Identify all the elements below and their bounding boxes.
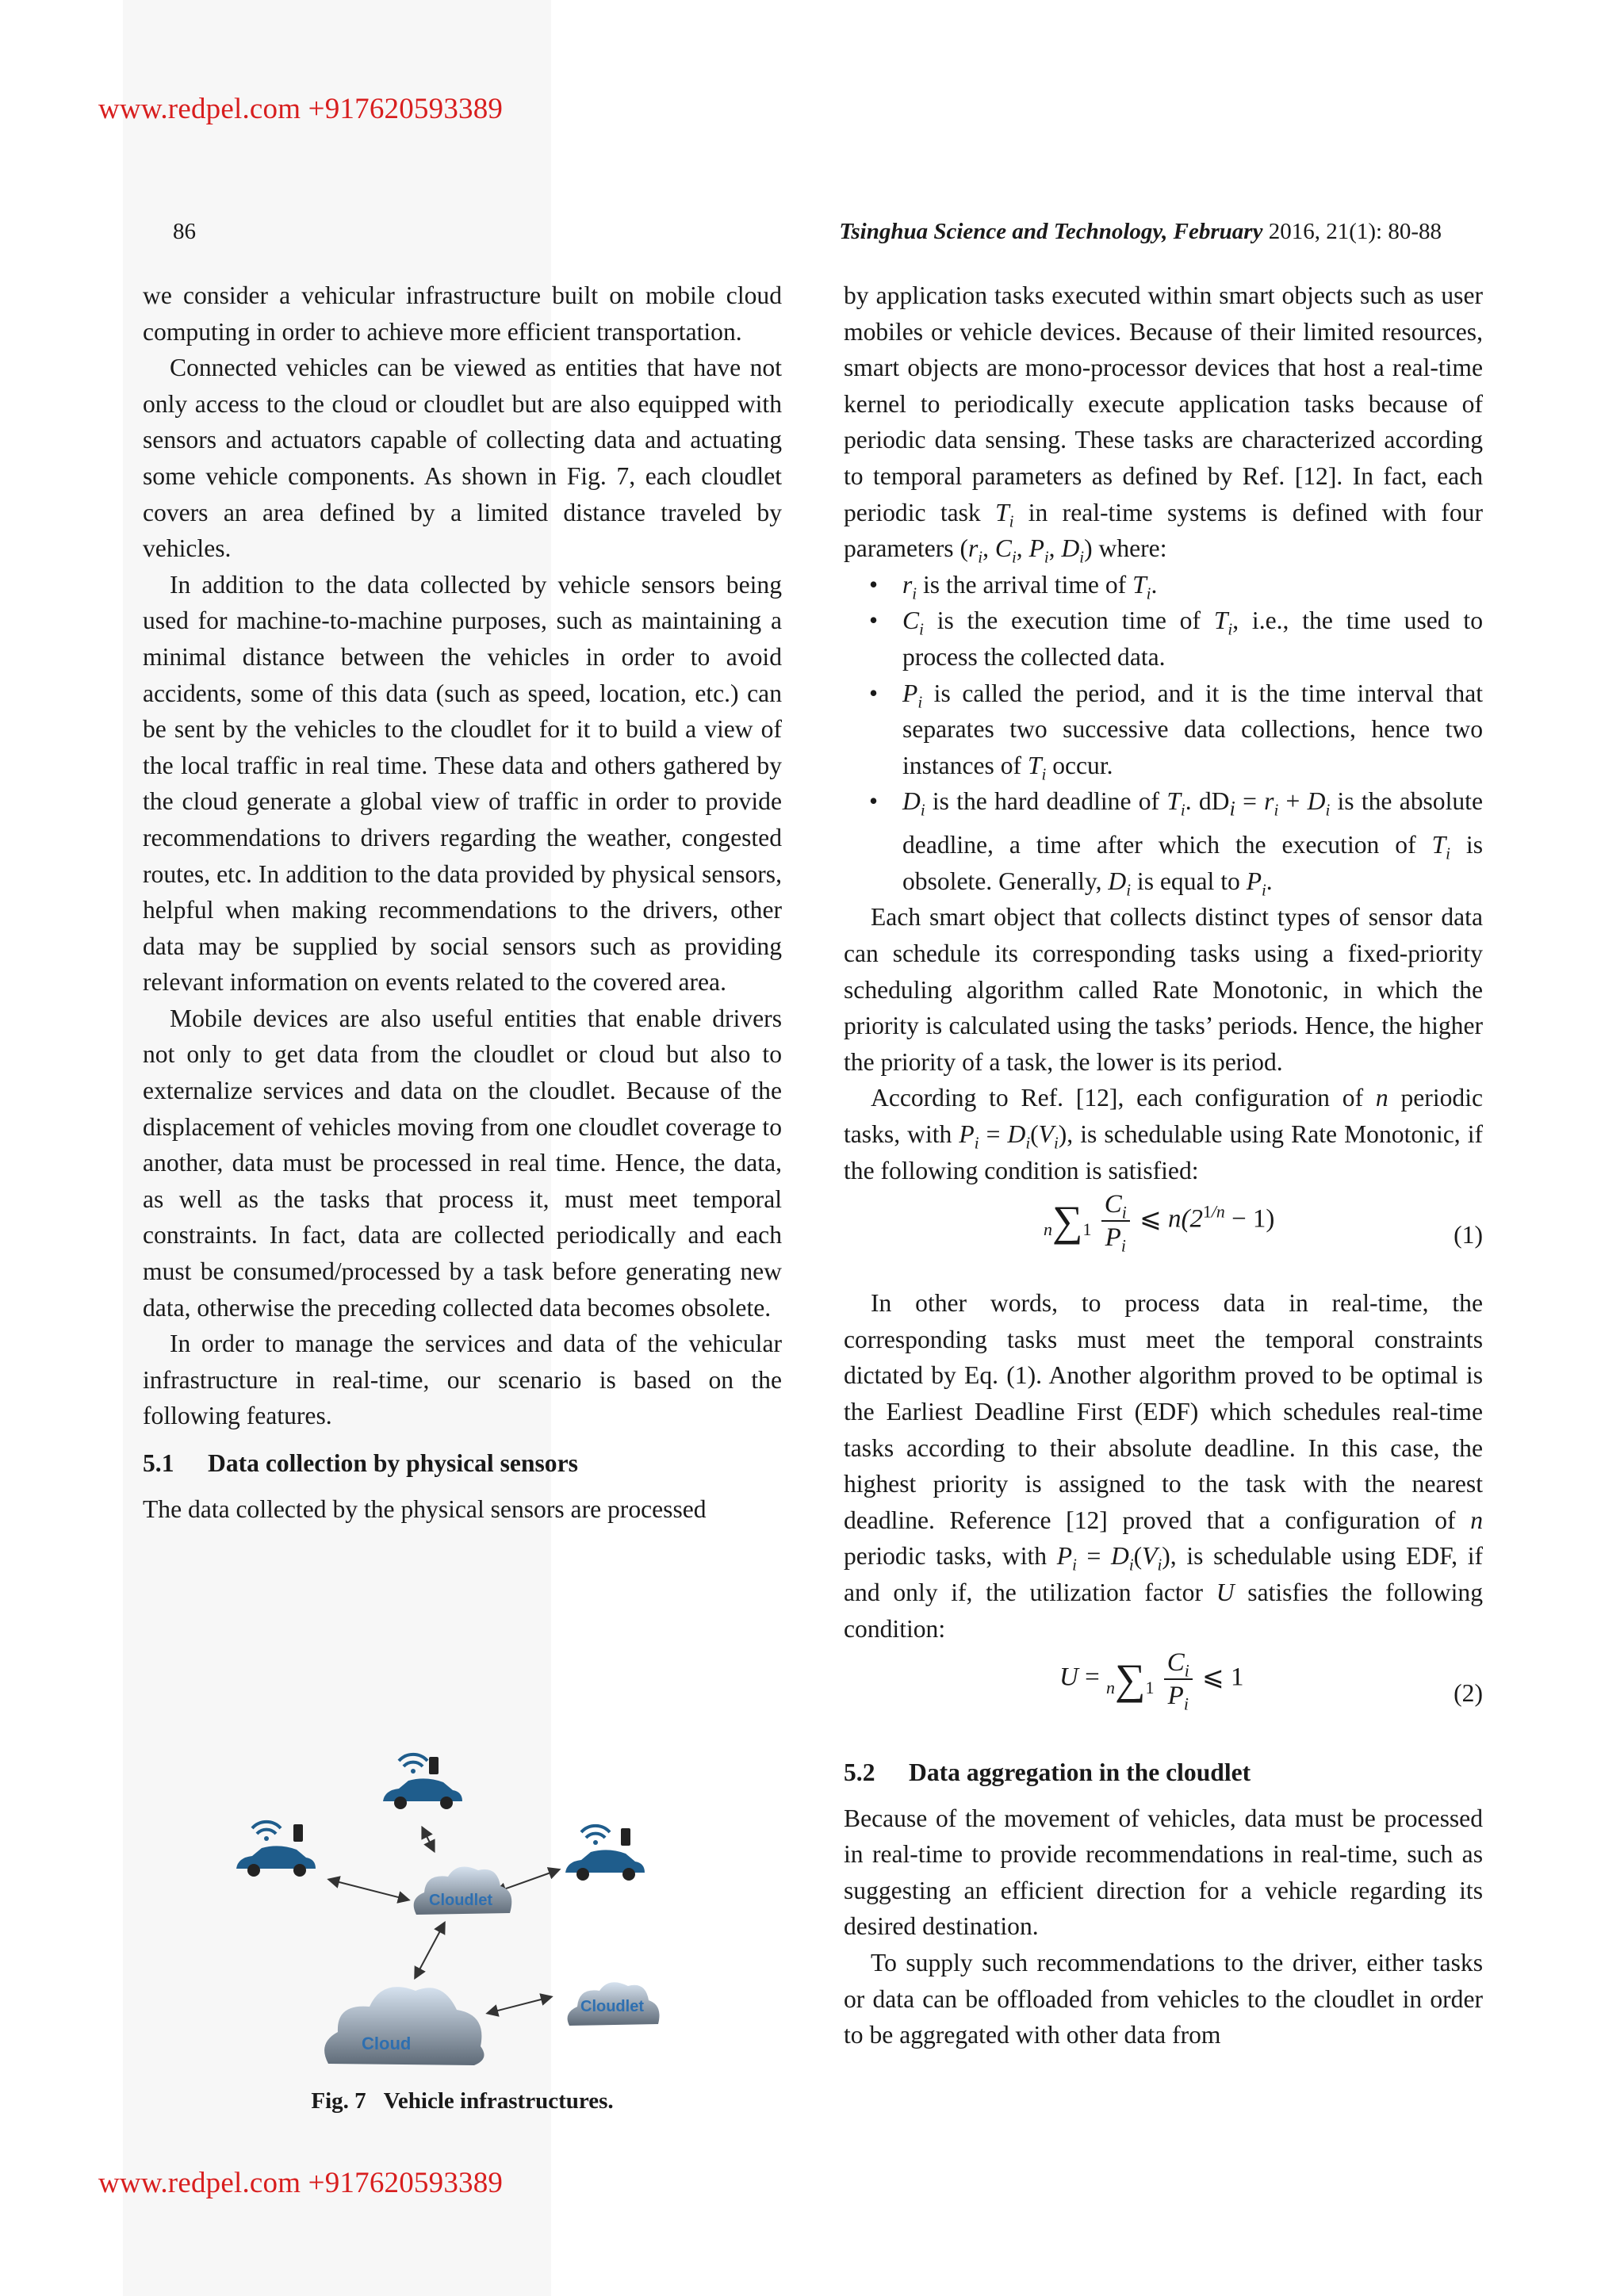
text-run: by application tasks executed within smart objects such as user mobiles or vehicle devices. Because of their limited resources, smart objects are mono-processor devices that host a real-time kernel to periodically execute application tasks because of periodic data sensing. These tasks are characterized according to temporal parameters as defined by Ref. [12]. In fact, each periodic task (844, 281, 1483, 526)
arrow-left-car (333, 1881, 404, 1899)
paragraph: To supply such recommendations to the driver, either tasks or data can be offloaded from vehicles to the cloudlet in order to be aggregated with other data from (844, 1949, 1483, 2049)
section-heading-5-1 (143, 1445, 782, 1482)
text-run: is the hard deadline of (925, 787, 1167, 816)
text-run: , is schedulable using Rate Monotonic, if the following condition is satisfied: (844, 1119, 1484, 1184)
journal-title: Tsinghua Science and Technology, February (839, 219, 1263, 244)
text-run: , i.e., the time used to process the collected data. (902, 607, 1483, 671)
paragraph: In addition to the data collected by vehicle sensors being used for machine-to-machine purposes, such as maintaining a minimal distance between the vehicles in order to avoid accidents, some of this data (such as speed, location, etc.) can be sent by the vehicles to the cloudlet for it to build a view of the local traffic in real time. These data and others gathered by the cloud generate a global view of traffic in order to provide recommendations to drivers regarding the weather, congested routes, etc. In addition to the data provided by physical sensors, helpful when making recommendations to the drivers, other data may be supplied by social sensors such as providing relevant information on events related to the covered area. (143, 570, 782, 997)
cloud-label: Cloud (362, 2034, 412, 2053)
arrow-cloud (417, 1927, 442, 1974)
journal-citation (839, 219, 1442, 245)
wifi-icon (399, 1755, 427, 1774)
section-heading-5-2 (844, 1755, 1483, 1791)
page-number: 86 (173, 219, 196, 244)
left-column (143, 277, 782, 1527)
text-run: periodic tasks, with (844, 1084, 1483, 1148)
cloud-icon (324, 1987, 484, 2065)
list-item: • $P_i$ is called the period, and it is the time interval that separates two successive data collections, hence two instances of $T_i$ occur. (844, 675, 1483, 784)
paragraph: by application tasks executed within smart objects such as user mobiles or vehicle devices. Because of their limited resources, smart objects are mono-processor devices that host a real-time kernel to periodically execute application tasks because of periodic data sensing. These tasks are characterized according to temporal parameters as defined by Ref. [12]. In fact, each periodic task $T_i$ in real-time systems is defined with four parameters ($r_i$, $C_i$, $P_i$, $D_i$) where: (844, 281, 1483, 567)
text-run: is equal to (1131, 867, 1247, 895)
watermark-bottom[interactable]: www.redpel.com +917620593389 (98, 2167, 504, 2199)
right-column (844, 277, 1483, 2053)
running-header (144, 219, 1480, 251)
text-run: occur. (1046, 751, 1113, 779)
text-run: is obsolete. Generally, (902, 831, 1483, 895)
equation-1 (844, 1188, 1483, 1285)
text-run: ) where: (1084, 534, 1167, 563)
paragraph: Because of the movement of vehicles, data must be processed in real-time to provide recommendations in real-time, such as suggesting an efficient direction for a vehicle regarding its desired destination. (844, 1804, 1483, 1941)
text-run: . dD (1185, 787, 1230, 816)
section-number: 5.1 (143, 1449, 174, 1477)
text-run: In other words, to process data in real-time, the corresponding tasks must meet the temporal constraints dictated by Eq. (1). Another algorithm proved to be optimal is the Earliest Deadline First (EDF) which schedules real-time tasks according to their absolute deadline. In this case, the highest priority is assigned to the task with the nearest deadline. Reference [12] proved that a configuration of (844, 1289, 1483, 1534)
equation-2-number: (2) (1454, 1679, 1483, 1708)
connector-arrows (333, 1831, 555, 2012)
wifi-icon (581, 1826, 610, 1845)
text-run: periodic tasks, with (844, 1542, 1057, 1571)
text-run: , is schedulable using EDF, if and only if, the utilization factor (844, 1542, 1483, 1606)
paragraph: In order to manage the services and data of the vehicular infrastructure in real-time, our scenario is based on the following features. (143, 1330, 782, 1430)
equation-2-body: U = n∑1 $\frac{C_i}{P_i}$ ⩽ 1 (1059, 1648, 1244, 1714)
paragraph: we consider a vehicular infrastructure built on mobile cloud computing in order to achieve more efficient transportation. (143, 281, 782, 346)
wifi-icon (252, 1822, 281, 1841)
text-run: is the absolute deadline, a time after which the execution of (902, 787, 1483, 859)
cloud-main (324, 1987, 484, 2065)
phone-icon (293, 1824, 303, 1842)
equation-1-number: (1) (1454, 1221, 1483, 1249)
figure-caption (143, 2088, 782, 2114)
arrow-top-car (424, 1831, 432, 1847)
text-run: satisfies the following condition: (844, 1578, 1483, 1643)
paragraph: In other words, to process data in real-time, the corresponding tasks must meet the temporal constraints dictated by Eq. (1). Another algorithm proved to be optimal is the Earliest Deadline First (EDF) which schedules real-time tasks according to their absolute deadline. In this case, the highest priority is assigned to the task with the nearest deadline. Reference [12] proved that a configuration of n periodic tasks, with $P_i = D_i(V_i)$, is schedulable using EDF, if and only if, the utilization factor U satisfies the following condition: (844, 1289, 1483, 1643)
vehicle-infrastructure-figure (230, 1744, 737, 2077)
text-run: According to Ref. [12], each configuration of (871, 1084, 1376, 1112)
car-icon (383, 1778, 462, 1801)
list-item: • $C_i$ is the execution time of $T_i$, i.e., the time used to process the collected data. (844, 603, 1483, 675)
car-icon (565, 1850, 645, 1873)
cloudlet-label: Cloudlet (429, 1892, 492, 1909)
car-left (236, 1822, 316, 1877)
car-right (565, 1826, 645, 1881)
cloudlet-center (414, 1867, 512, 1915)
section-title: Data aggregation in the cloudlet (909, 1758, 1251, 1787)
equation-2 (844, 1647, 1483, 1743)
arrow-cloudlet-right (492, 1998, 547, 2012)
cloudlet-label: Cloudlet (580, 1998, 644, 2015)
cloudlet-right (568, 1982, 660, 2026)
equation-1-body: n∑1 $\frac{C_i}{P_i}$ ⩽ $n(2^{1/n} - 1)$ (1044, 1190, 1275, 1256)
paragraph: According to Ref. [12], each configuration of n periodic tasks, with $P_i = D_i(V_i)$, is schedulable using Rate Monotonic, if the following condition is satisfied: (844, 1084, 1484, 1184)
text-run: is the execution time of (923, 607, 1214, 635)
parameter-list (844, 567, 1483, 900)
paragraph: Mobile devices are also useful entities that enable drivers not only to get data from the cloudlet or cloud but also to externalize services and data on the cloudlet. Because of the displacement of vehicles moving from one cloudlet coverage to another, data must be processed in real time. Hence, the data, as well as the tasks that process it, must meet temporal constraints. In fact, data are collected periodically and each must be consumed/processed by a task before generating new data, otherwise the preceding collected data becomes obsolete. (143, 1004, 782, 1322)
paragraph: The data collected by the physical sensors are processed (143, 1494, 707, 1523)
list-item: • $r_i$ is the arrival time of $T_i$. (844, 567, 1483, 603)
arrow-right-car (500, 1871, 555, 1891)
journal-issue: 2016, 21(1): 80-88 (1262, 219, 1442, 244)
figure-number: Fig. 7 (311, 2088, 366, 2114)
paragraph: Each smart object that collects distinct types of sensor data can schedule its corresponding tasks using a fixed-priority scheduling algorithm called Rate Monotonic, in which the priority is calculated using the tasks’ periods. Hence, the higher the priority of a task, the lower is its period. (844, 903, 1483, 1076)
watermark-top[interactable]: www.redpel.com +917620593389 (98, 93, 504, 125)
car-top (383, 1755, 462, 1809)
paragraph: Connected vehicles can be viewed as entities that have not only access to the cloud or cloudlet but are also equipped with sensors and actuators capable of collecting data and actuating some vehicle components. As shown in Fig. 7, each cloudlet covers an area defined by a limited distance traveled by vehicles. (143, 354, 782, 563)
text-run: is called the period, and it is the time interval that separates two successive data collections, hence two instances of (902, 679, 1483, 779)
section-title: Data collection by physical sensors (208, 1449, 578, 1477)
text-run: is the arrival time of (917, 570, 1133, 599)
phone-icon (429, 1757, 439, 1774)
list-item: • $D_i$ is the hard deadline of $T_i$. $dD_i = r_i + D_i$ is the absolute deadline, a time after which the execution of $T_i$ is obsolete. Generally, $D_i$ is equal to $P_i$. (844, 783, 1483, 899)
phone-icon (621, 1828, 630, 1846)
section-number: 5.2 (844, 1758, 875, 1787)
car-icon (236, 1846, 316, 1869)
figure-caption-text: Vehicle infrastructures. (383, 2088, 614, 2114)
text-run: in real-time systems is defined with four parameters ( (844, 498, 1483, 563)
